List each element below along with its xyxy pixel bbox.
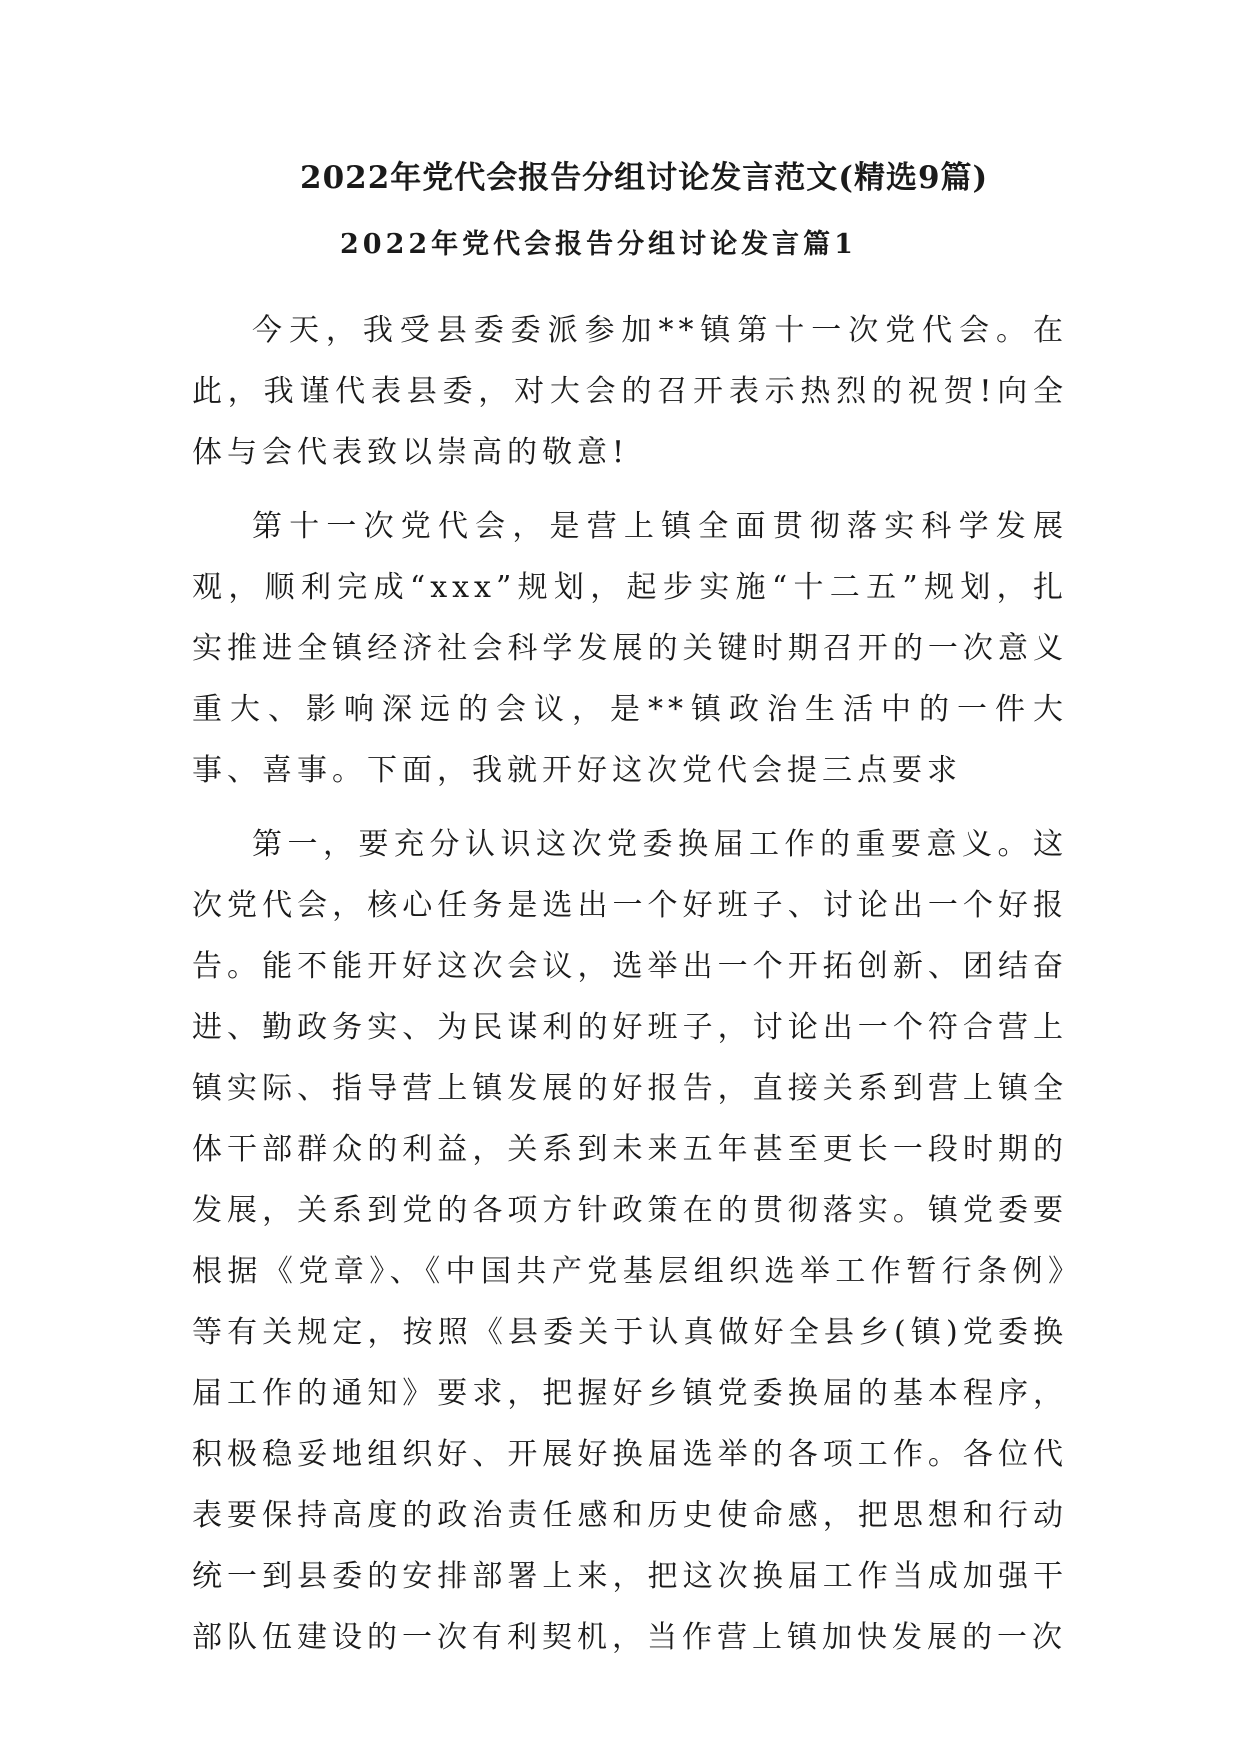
paragraph-3: 第一，要充分认识这次党委换届工作的重要意义。这次党代会，核心任务是选出一个好班子、讨论出一个好报告。能不能开好这次会议，选举出一个开拓创新、团结奋进、勤政务实、为民谋利的好班子，讨论出一个符合营上镇实际、指导营上镇发展的好报告，直接关系到营上镇全体干部群众的利益，关系到未来五年甚至更长一段时期的发展，关系到党的各项方针政策在的贯彻落实。镇党委要根据《党章》、《中国共产党基层组织选举工作暂行条例》等有关规定，按照《县委关于认真做好全县乡(镇)党委换届工作的通知》要求，把握好乡镇党委换届的基本程序，积极稳妥地组织好、开展好换届选举的各项工作。各位代表要保持高度的政治责任感和历史使命感，把思想和行动统一到县委的安排部署上来，把这次换届工作当成加强干部队伍建设的一次有利契机，当作营上镇加快发展的一次 xyxy=(192,827,1068,1655)
paragraph-2: 第十一次党代会，是营上镇全面贯彻落实科学发展观，顺利完成“xxx”规划，起步实施“十二五”规划，扎实推进全镇经济社会科学发展的关键时期召开的一次意义重大、影响深远的会议，是**镇政治生活中的一件大事、喜事。下面，我就开好这次党代会提三点要求 xyxy=(192,509,1068,788)
document-body xyxy=(192,300,1068,1681)
document-subtitle: 2022年党代会报告分组讨论发言篇1 xyxy=(340,229,857,260)
document-title: 2022年党代会报告分组讨论发言范文(精选9篇) xyxy=(300,160,989,196)
paragraph-1: 今天，我受县委委派参加**镇第十一次党代会。在此，我谨代表县委，对大会的召开表示热烈的祝贺!向全体与会代表致以崇高的敬意! xyxy=(192,313,1068,470)
